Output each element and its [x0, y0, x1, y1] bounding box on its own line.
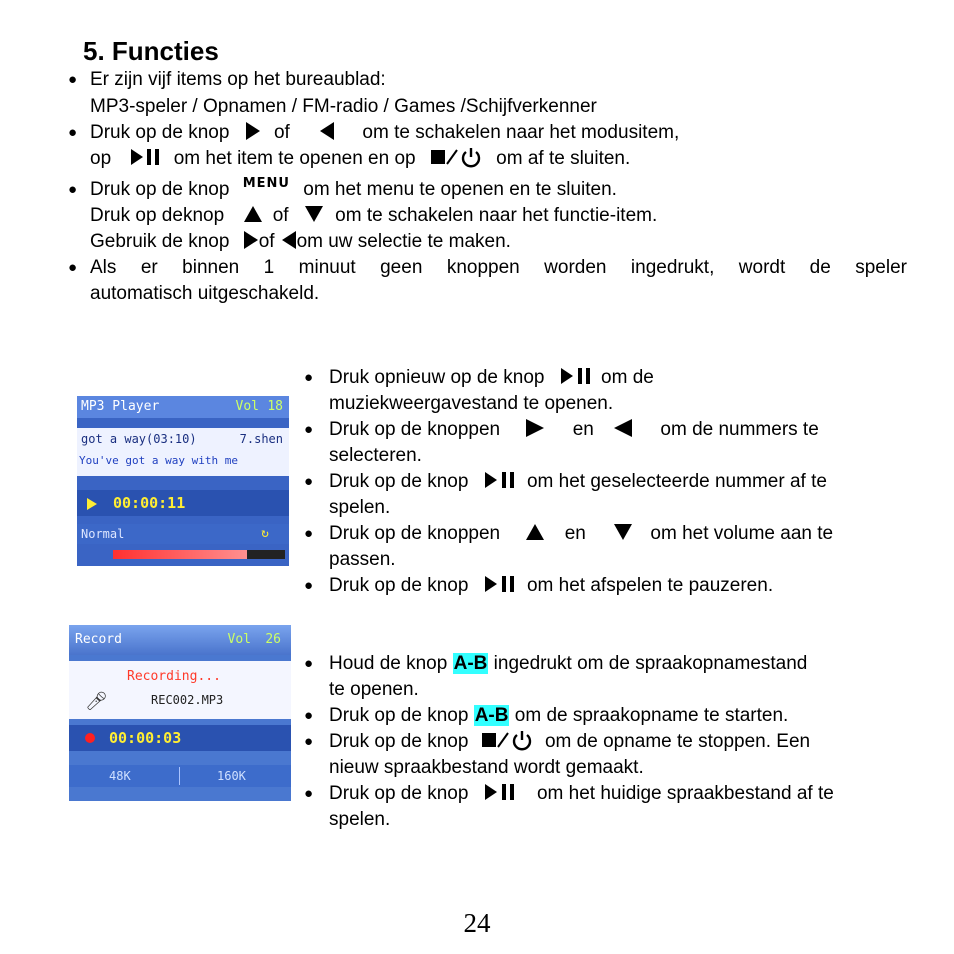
intro-line: Druk op de knop of om te schakelen naar het modusitem,	[90, 122, 680, 143]
bullet: ●	[68, 124, 78, 141]
bullet: ●	[68, 259, 78, 276]
bullet: ●	[304, 577, 314, 594]
rate-bar: 48K 160K	[69, 765, 291, 787]
mp3-instruction-line: Druk opnieuw op de knop om de	[329, 367, 654, 388]
bullet: ●	[68, 181, 78, 198]
bullet: ●	[68, 71, 78, 88]
mp3-instruction-line: muziekweergavestand te openen.	[329, 393, 614, 414]
play-right-icon	[243, 230, 259, 250]
ab-key-label: A-B	[474, 705, 509, 726]
ab-key-label: A-B	[453, 653, 488, 674]
intro-line: automatisch uitgeschakeld.	[90, 283, 320, 304]
mp3-instruction-line: Druk op de knop om het afspelen te pauzeren.	[329, 575, 774, 596]
bullet: ●	[304, 733, 314, 750]
time-bar: 00:00:03	[69, 725, 291, 751]
bullet: ●	[304, 785, 314, 802]
record-instruction-line: Houd de knop A-B ingedrukt om de spraakopnamestand	[329, 653, 808, 674]
mode-bar: Normal ↻	[77, 524, 289, 544]
record-dot-icon	[85, 733, 95, 743]
intro-line: Er zijn vijf items op het bureaublad:	[90, 69, 386, 90]
intro-line: op om het item te openen en op om af te sluiten.	[90, 146, 630, 172]
record-instruction-line: Druk op de knop A-B om de spraakopname te starten.	[329, 705, 789, 726]
intro-line: Gebruik de knop of om uw selectie te maken.	[90, 231, 511, 252]
menu-key-icon: MENU	[242, 176, 290, 191]
microphone-icon: 🎤︎	[85, 691, 108, 712]
bullet: ●	[304, 525, 314, 542]
play-pause-icon	[560, 366, 592, 386]
mp3-player-screenshot	[77, 396, 289, 566]
bullet: ●	[304, 473, 314, 490]
intro-line: Druk op de knop MENU om het menu te openen en te sluiten.	[90, 177, 617, 203]
arrow-down-icon	[304, 205, 324, 223]
intro-line: Als er binnen 1 minuut geen knoppen worden ingedrukt, wordt de speler	[90, 257, 907, 278]
play-pause-icon	[484, 470, 516, 490]
arrow-up-icon	[525, 523, 545, 541]
divider	[179, 767, 180, 785]
record-instruction-line: Druk op de knop om de opname te stoppen. Een	[329, 729, 810, 755]
stop-power-icon	[429, 146, 485, 168]
mp3-instruction-line: passen.	[329, 549, 396, 570]
record-instruction-line: nieuw spraakbestand wordt gemaakt.	[329, 757, 644, 778]
intro-line: MP3-speler / Opnamen / FM-radio / Games /Schijfverkenner	[90, 96, 597, 117]
record-instruction-line: Druk op de knop om het huidige spraakbestand af te	[329, 783, 834, 804]
play-right-icon	[525, 418, 545, 438]
play-left-icon	[613, 418, 633, 438]
play-pause-icon	[484, 574, 516, 594]
play-icon	[87, 498, 97, 510]
play-pause-icon	[484, 782, 516, 802]
mp3-instruction-line: selecteren.	[329, 445, 422, 466]
mp3-instruction-line: Druk op de knoppen en om het volume aan te	[329, 523, 834, 544]
mp3-instruction-line: spelen.	[329, 497, 391, 518]
lyrics-panel: got a way(03:10) 7.shen You've got a way with me	[77, 428, 289, 476]
stop-power-icon	[480, 729, 536, 751]
play-left-icon	[319, 121, 335, 141]
bullet: ●	[304, 421, 314, 438]
arrow-down-icon	[613, 523, 633, 541]
play-pause-icon	[130, 147, 160, 167]
arrow-up-icon	[243, 205, 263, 223]
repeat-icon: ↻	[261, 526, 269, 541]
intro-line: Druk op deknop of om te schakelen naar het functie-item.	[90, 205, 658, 226]
play-left-icon	[281, 230, 297, 250]
bullet: ●	[304, 655, 314, 672]
record-instruction-line: te openen.	[329, 679, 419, 700]
play-right-icon	[245, 121, 261, 141]
record-instruction-line: spelen.	[329, 809, 391, 830]
screen-header: MP3 Player Vol 18	[77, 396, 289, 418]
mp3-instruction-line: Druk op de knop om het geselecteerde nummer af te	[329, 471, 827, 492]
progress-fill	[113, 550, 247, 559]
time-bar: 00:00:11	[77, 490, 289, 516]
page-title: 5. Functies	[83, 36, 219, 66]
record-screenshot	[69, 625, 291, 801]
page-number: 24	[463, 908, 491, 938]
screen-header: Record Vol 26	[69, 625, 291, 655]
progress-track	[113, 550, 285, 559]
mp3-instruction-line: Druk op de knoppen en om de nummers te	[329, 419, 819, 440]
record-status-panel: Recording... 🎤︎ REC002.MP3	[69, 661, 291, 719]
bullet: ●	[304, 369, 314, 386]
bullet: ●	[304, 707, 314, 724]
